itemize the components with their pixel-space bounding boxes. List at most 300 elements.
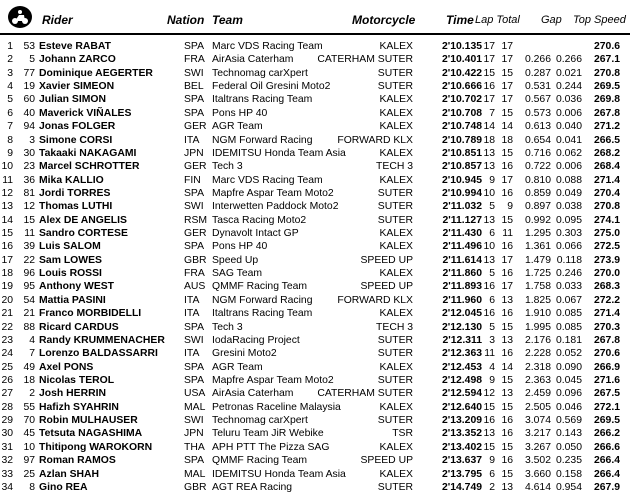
cell-lap-time: 2'12.311 xyxy=(442,334,482,346)
cell-top-speed: 266.5 xyxy=(593,134,620,146)
cell-position: 8 xyxy=(7,134,13,146)
cell-lap-time: 2'13.209 xyxy=(441,415,482,427)
cell-motorcycle: KALEX xyxy=(379,147,413,159)
cell-top-speed: 272.5 xyxy=(593,241,620,253)
cell-rider-name: Takaaki NAKAGAMI xyxy=(39,147,137,159)
cell-best-lap: 9 xyxy=(489,174,495,186)
cell-top-speed: 266.2 xyxy=(593,428,620,440)
cell-motorcycle: SUTER xyxy=(377,334,413,346)
table-row xyxy=(0,80,630,93)
table-row xyxy=(0,307,630,320)
cell-nation: SPA xyxy=(184,41,205,52)
cell-rider-name: Lorenzo BALDASSARRI xyxy=(39,348,158,360)
header-divider xyxy=(0,33,630,35)
cell-nation: SWI xyxy=(184,67,204,79)
table-row xyxy=(0,374,630,387)
cell-top-speed: 268.4 xyxy=(593,161,620,173)
cell-gap-previous: 0.006 xyxy=(555,107,582,119)
cell-rider-number: 40 xyxy=(23,107,35,119)
cell-total-laps: 14 xyxy=(501,361,513,373)
cell-motorcycle: TECH 3 xyxy=(376,321,413,333)
cell-rider-name: Xavier SIMEON xyxy=(39,81,115,93)
cell-team: APH PTT The Pizza SAG xyxy=(212,441,330,453)
cell-gap-first: 3.074 xyxy=(524,415,551,427)
cell-nation: GBR xyxy=(184,481,207,493)
cell-gap-first: 0.716 xyxy=(524,147,551,159)
cell-top-speed: 266.4 xyxy=(593,455,620,467)
cell-motorcycle: TECH 3 xyxy=(376,161,413,173)
cell-gap-previous: 0.041 xyxy=(555,134,582,146)
cell-lap-time: 2'13.402 xyxy=(441,441,482,453)
cell-top-speed: 267.5 xyxy=(593,388,620,400)
cell-best-lap: 15 xyxy=(483,441,495,453)
cell-team: AirAsia Caterham xyxy=(212,388,294,400)
cell-gap-previous: 0.095 xyxy=(555,214,582,226)
cell-best-lap: 15 xyxy=(483,67,495,79)
cell-rider-number: 77 xyxy=(23,67,35,79)
cell-motorcycle: FORWARD KLX xyxy=(337,134,413,146)
cell-total-laps: 15 xyxy=(501,147,513,159)
cell-best-lap: 7 xyxy=(489,107,495,119)
cell-team: Tech 3 xyxy=(212,321,243,333)
cell-team: IodaRacing Project xyxy=(212,334,300,346)
cell-gap-previous: 0.118 xyxy=(556,254,582,266)
cell-total-laps: 17 xyxy=(501,174,513,186)
cell-nation: FRA xyxy=(184,54,205,66)
cell-position: 28 xyxy=(1,401,13,413)
cell-rider-number: 70 xyxy=(23,415,35,427)
cell-best-lap: 6 xyxy=(489,468,495,480)
table-row xyxy=(0,53,630,66)
cell-lap-time: 2'13.795 xyxy=(441,468,482,480)
table-row xyxy=(0,321,630,334)
cell-gap-previous: 0.062 xyxy=(555,147,582,159)
cell-gap-previous: 0.303 xyxy=(555,228,582,240)
cell-nation: JPN xyxy=(184,147,204,159)
cell-lap-time: 2'11.032 xyxy=(442,201,482,213)
cell-best-lap: 11 xyxy=(484,348,495,360)
cell-position: 18 xyxy=(1,268,13,280)
cell-rider-name: Julian SIMON xyxy=(39,94,106,106)
cell-rider-number: 39 xyxy=(23,241,35,253)
cell-rider-name: Franco MORBIDELLI xyxy=(39,308,142,320)
header-gap: Gap xyxy=(541,14,562,26)
cell-total-laps: 13 xyxy=(501,294,513,306)
cell-nation: SPA xyxy=(184,241,205,253)
table-row xyxy=(0,347,630,360)
cell-gap-first: 0.531 xyxy=(524,81,551,93)
cell-rider-name: Esteve RABAT xyxy=(39,41,111,52)
cell-lap-time: 2'10.666 xyxy=(441,81,482,93)
cell-rider-number: 19 xyxy=(23,81,35,93)
cell-rider-name: Alex DE ANGELIS xyxy=(39,214,127,226)
table-row xyxy=(0,254,630,267)
cell-rider-number: 5 xyxy=(29,54,35,66)
cell-lap-time: 2'13.637 xyxy=(441,455,482,467)
cell-team: Technomag carXpert xyxy=(212,67,308,79)
cell-team: AGR Team xyxy=(212,361,263,373)
table-row xyxy=(0,93,630,106)
cell-team: Technomag carXpert xyxy=(212,415,308,427)
cell-gap-previous: 0.143 xyxy=(555,428,582,440)
cell-team: AirAsia Caterham xyxy=(212,54,294,66)
cell-rider-number: 25 xyxy=(23,468,35,480)
cell-motorcycle: CATERHAM SUTER xyxy=(317,54,413,66)
cell-nation: SPA xyxy=(184,187,205,199)
cell-position: 24 xyxy=(1,348,13,360)
cell-team: Italtrans Racing Team xyxy=(212,94,313,106)
cell-lap-time: 2'10.702 xyxy=(441,94,482,106)
cell-total-laps: 15 xyxy=(501,441,513,453)
cell-team: QMMF Racing Team xyxy=(212,281,308,293)
cell-lap-time: 2'11.127 xyxy=(442,214,482,226)
cell-nation: SWI xyxy=(184,334,204,346)
cell-total-laps: 17 xyxy=(501,281,513,293)
cell-motorcycle: KALEX xyxy=(379,401,413,413)
cell-rider-number: 15 xyxy=(23,214,35,226)
table-row xyxy=(0,454,630,467)
cell-gap-previous: 0.049 xyxy=(555,187,582,199)
cell-rider-name: Sam LOWES xyxy=(39,254,102,266)
cell-position: 6 xyxy=(7,107,13,119)
cell-rider-name: Jonas FOLGER xyxy=(39,121,116,133)
cell-best-lap: 13 xyxy=(483,254,495,266)
table-row xyxy=(0,468,630,481)
cell-lap-time: 2'10.422 xyxy=(441,67,482,79)
cell-rider-number: 96 xyxy=(23,268,35,280)
cell-motorcycle: KALEX xyxy=(379,441,413,453)
cell-lap-time: 2'12.498 xyxy=(441,374,482,386)
cell-rider-name: Randy KRUMMENACHER xyxy=(39,334,165,346)
cell-total-laps: 13 xyxy=(501,481,513,493)
cell-best-lap: 10 xyxy=(483,187,495,199)
cell-position: 10 xyxy=(1,161,13,173)
cell-position: 22 xyxy=(1,321,13,333)
cell-gap-first: 0.859 xyxy=(524,187,551,199)
cell-lap-time: 2'12.453 xyxy=(441,361,482,373)
cell-team: Pons HP 40 xyxy=(212,107,268,119)
cell-gap-previous: 0.066 xyxy=(555,241,582,253)
cell-team: SAG Team xyxy=(212,268,263,280)
cell-rider-number: 12 xyxy=(23,201,35,213)
cell-position: 16 xyxy=(1,241,13,253)
cell-rider-name: Hafizh SYAHRIN xyxy=(39,401,119,413)
cell-rider-number: 81 xyxy=(23,187,35,199)
cell-rider-name: Simone CORSI xyxy=(39,134,113,146)
cell-gap-first: 1.910 xyxy=(524,308,551,320)
results-table xyxy=(0,40,630,494)
cell-position: 21 xyxy=(1,308,13,320)
cell-rider-name: Marcel SCHROTTER xyxy=(39,161,140,173)
cell-rider-number: 53 xyxy=(23,41,35,52)
cell-motorcycle: FORWARD KLX xyxy=(337,294,413,306)
cell-best-lap: 12 xyxy=(483,388,495,400)
cell-top-speed: 270.8 xyxy=(593,67,620,79)
cell-gap-previous: 0.569 xyxy=(555,415,582,427)
cell-lap-time: 2'12.045 xyxy=(441,308,482,320)
cell-gap-previous: 0.045 xyxy=(555,374,582,386)
table-row xyxy=(0,67,630,80)
cell-position: 27 xyxy=(1,388,13,400)
cell-total-laps: 17 xyxy=(501,254,513,266)
cell-best-lap: 16 xyxy=(483,81,495,93)
cell-rider-number: 11 xyxy=(24,228,35,240)
cell-rider-number: 3 xyxy=(29,134,35,146)
cell-position: 20 xyxy=(1,294,13,306)
cell-gap-previous: 0.090 xyxy=(555,361,582,373)
cell-lap-time: 2'11.893 xyxy=(442,281,482,293)
cell-team: NGM Forward Racing xyxy=(212,294,313,306)
cell-rider-name: Azlan SHAH xyxy=(39,468,100,480)
cell-lap-time: 2'12.640 xyxy=(441,401,482,413)
table-row xyxy=(0,214,630,227)
cell-position: 7 xyxy=(7,121,13,133)
cell-team: Pons HP 40 xyxy=(212,241,268,253)
cell-total-laps: 15 xyxy=(501,67,513,79)
cell-top-speed: 270.0 xyxy=(593,268,620,280)
cell-best-lap: 17 xyxy=(483,54,495,66)
cell-gap-previous: 0.036 xyxy=(555,94,582,106)
cell-gap-previous: 0.052 xyxy=(555,348,582,360)
cell-gap-first: 0.613 xyxy=(524,121,551,133)
cell-total-laps: 16 xyxy=(501,241,513,253)
cell-best-lap: 5 xyxy=(489,268,495,280)
cell-top-speed: 266.6 xyxy=(593,441,620,453)
cell-gap-first: 3.502 xyxy=(524,455,551,467)
table-row xyxy=(0,120,630,133)
cell-gap-previous: 0.954 xyxy=(555,481,582,493)
cell-total-laps: 16 xyxy=(501,308,513,320)
cell-rider-number: 22 xyxy=(23,254,35,266)
cell-total-laps: 13 xyxy=(501,388,513,400)
cell-best-lap: 16 xyxy=(483,308,495,320)
cell-team: QMMF Racing Team xyxy=(212,455,308,467)
cell-rider-number: 49 xyxy=(23,361,35,373)
cell-position: 34 xyxy=(1,481,13,493)
cell-total-laps: 14 xyxy=(501,121,513,133)
cell-gap-first: 2.363 xyxy=(524,374,551,386)
cell-nation: MAL xyxy=(184,468,206,480)
cell-gap-first: 0.722 xyxy=(524,161,551,173)
cell-team: Federal Oil Gresini Moto2 xyxy=(212,81,331,93)
cell-position: 30 xyxy=(1,428,13,440)
cell-gap-previous: 0.033 xyxy=(555,281,582,293)
cell-rider-name: Mattia PASINI xyxy=(39,294,106,306)
cell-rider-name: Gino REA xyxy=(39,481,88,493)
cell-gap-previous: 0.040 xyxy=(555,121,582,133)
cell-rider-name: Louis ROSSI xyxy=(39,268,102,280)
cell-nation: SPA xyxy=(184,374,205,386)
cell-lap-time: 2'12.130 xyxy=(441,321,482,333)
cell-gap-previous: 0.021 xyxy=(555,67,582,79)
cell-team: Italtrans Racing Team xyxy=(212,308,313,320)
table-row xyxy=(0,147,630,160)
cell-gap-first: 2.176 xyxy=(524,334,551,346)
cell-position: 19 xyxy=(1,281,13,293)
header-nation: Nation xyxy=(167,13,205,27)
cell-best-lap: 4 xyxy=(489,361,495,373)
cell-motorcycle: SPEED UP xyxy=(360,254,413,266)
cell-gap-first: 1.479 xyxy=(524,254,551,266)
cell-top-speed: 269.5 xyxy=(593,415,620,427)
table-row xyxy=(0,187,630,200)
cell-team: AGT REA Racing xyxy=(212,481,293,493)
cell-motorcycle: SUTER xyxy=(377,67,413,79)
cell-rider-name: Maverick VIÑALES xyxy=(39,107,132,119)
cell-total-laps: 16 xyxy=(501,187,513,199)
cell-top-speed: 267.9 xyxy=(593,481,620,493)
cell-gap-previous: 0.235 xyxy=(555,455,582,467)
cell-position: 13 xyxy=(1,201,13,213)
cell-top-speed: 270.6 xyxy=(593,41,620,52)
cell-lap-time: 2'10.401 xyxy=(441,54,482,66)
cell-total-laps: 15 xyxy=(501,321,513,333)
cell-best-lap: 13 xyxy=(483,161,495,173)
cell-gap-first: 0.287 xyxy=(524,67,551,79)
cell-motorcycle: SUTER xyxy=(377,81,413,93)
cell-rider-number: 45 xyxy=(23,428,35,440)
cell-gap-previous: 0.088 xyxy=(555,174,582,186)
cell-team: Speed Up xyxy=(212,254,259,266)
cell-rider-number: 55 xyxy=(23,401,35,413)
table-row xyxy=(0,200,630,213)
cell-gap-previous: 0.006 xyxy=(555,161,582,173)
cell-nation: GBR xyxy=(184,254,207,266)
cell-best-lap: 2 xyxy=(489,481,495,493)
cell-gap-previous: 0.046 xyxy=(555,401,582,413)
cell-gap-first: 2.505 xyxy=(524,401,551,413)
cell-rider-number: 94 xyxy=(23,121,35,133)
cell-position: 9 xyxy=(7,147,13,159)
table-row xyxy=(0,387,630,400)
cell-motorcycle: KALEX xyxy=(379,94,413,106)
cell-nation: RSM xyxy=(184,214,208,226)
cell-gap-first: 0.654 xyxy=(524,134,551,146)
cell-rider-name: Luis SALOM xyxy=(39,241,101,253)
cell-gap-first: 2.459 xyxy=(524,388,551,400)
cell-motorcycle: TSR xyxy=(392,428,413,440)
cell-team: Teluru Team JiR Webike xyxy=(212,428,324,440)
cell-nation: SPA xyxy=(184,321,205,333)
cell-gap-first: 0.992 xyxy=(524,214,551,226)
cell-gap-first: 3.217 xyxy=(524,428,551,440)
cell-lap-time: 2'12.594 xyxy=(441,388,482,400)
cell-total-laps: 15 xyxy=(501,401,513,413)
cell-total-laps: 16 xyxy=(501,268,513,280)
cell-gap-first: 0.897 xyxy=(524,201,551,213)
cell-best-lap: 10 xyxy=(483,241,495,253)
cell-gap-previous: 0.266 xyxy=(555,54,582,66)
cell-rider-name: Roman RAMOS xyxy=(39,455,116,467)
cell-position: 26 xyxy=(1,374,13,386)
table-row xyxy=(0,481,630,494)
table-row xyxy=(0,40,630,53)
cell-best-lap: 9 xyxy=(489,374,495,386)
cell-best-lap: 16 xyxy=(483,281,495,293)
cell-rider-name: Sandro CORTESE xyxy=(39,228,128,240)
table-row xyxy=(0,414,630,427)
cell-gap-first: 0.567 xyxy=(524,94,551,106)
cell-total-laps: 18 xyxy=(501,134,513,146)
cell-nation: SPA xyxy=(184,107,205,119)
cell-lap-time: 2'10.945 xyxy=(441,174,482,186)
cell-position: 3 xyxy=(7,67,13,79)
cell-lap-time: 2'13.352 xyxy=(441,428,482,440)
cell-position: 32 xyxy=(1,455,13,467)
cell-nation: ITA xyxy=(184,308,200,320)
cell-motorcycle: SPEED UP xyxy=(360,455,413,467)
table-row xyxy=(0,294,630,307)
cell-motorcycle: KALEX xyxy=(379,228,413,240)
cell-total-laps: 16 xyxy=(501,455,513,467)
table-row xyxy=(0,134,630,147)
cell-position: 5 xyxy=(7,94,13,106)
cell-motorcycle: KALEX xyxy=(379,107,413,119)
cell-total-laps: 15 xyxy=(501,468,513,480)
table-row xyxy=(0,160,630,173)
cell-lap-time: 2'14.749 xyxy=(441,481,482,493)
cell-rider-number: 97 xyxy=(23,455,35,467)
cell-motorcycle: SUTER xyxy=(377,214,413,226)
cell-nation: SWI xyxy=(184,415,204,427)
cell-nation: FIN xyxy=(184,174,201,186)
cell-nation: SWI xyxy=(184,201,204,213)
cell-nation: ITA xyxy=(184,134,200,146)
cell-motorcycle: KALEX xyxy=(379,41,413,52)
cell-rider-number: 60 xyxy=(23,94,35,106)
cell-top-speed: 266.4 xyxy=(593,468,620,480)
cell-best-lap: 15 xyxy=(483,401,495,413)
cell-top-speed: 272.1 xyxy=(593,401,620,413)
cell-position: 15 xyxy=(1,228,13,240)
cell-rider-number: 18 xyxy=(23,374,35,386)
cell-total-laps: 16 xyxy=(501,415,513,427)
cell-team: Petronas Raceline Malaysia xyxy=(212,401,341,413)
cell-rider-number: 10 xyxy=(23,441,35,453)
table-row xyxy=(0,174,630,187)
cell-rider-number: 88 xyxy=(23,321,35,333)
table-row xyxy=(0,280,630,293)
cell-position: 11 xyxy=(2,174,13,186)
cell-nation: ITA xyxy=(184,348,200,360)
cell-position: 29 xyxy=(1,415,13,427)
cell-gap-first: 3.267 xyxy=(524,441,551,453)
cell-nation: SPA xyxy=(184,361,205,373)
cell-top-speed: 269.8 xyxy=(593,94,620,106)
cell-top-speed: 271.4 xyxy=(593,308,620,320)
cell-lap-time: 2'11.960 xyxy=(442,294,482,306)
cell-best-lap: 6 xyxy=(489,228,495,240)
table-row xyxy=(0,240,630,253)
cell-rider-name: Josh HERRIN xyxy=(39,388,106,400)
cell-motorcycle: KALEX xyxy=(379,468,413,480)
cell-position: 4 xyxy=(7,81,13,93)
cell-total-laps: 13 xyxy=(501,334,513,346)
cell-rider-name: Jordi TORRES xyxy=(39,187,111,199)
cell-rider-name: Tetsuta NAGASHIMA xyxy=(39,428,143,440)
motorcycle-logo-icon xyxy=(8,6,32,28)
cell-top-speed: 267.1 xyxy=(593,54,620,66)
cell-nation: USA xyxy=(184,388,206,400)
cell-total-laps: 15 xyxy=(501,214,513,226)
cell-total-laps: 9 xyxy=(507,201,513,213)
cell-nation: ITA xyxy=(184,294,200,306)
cell-team: Marc VDS Racing Team xyxy=(212,174,323,186)
cell-rider-name: Johann ZARCO xyxy=(39,54,116,66)
cell-position: 12 xyxy=(1,187,13,199)
cell-top-speed: 270.4 xyxy=(593,187,620,199)
cell-lap-time: 2'10.708 xyxy=(441,107,482,119)
